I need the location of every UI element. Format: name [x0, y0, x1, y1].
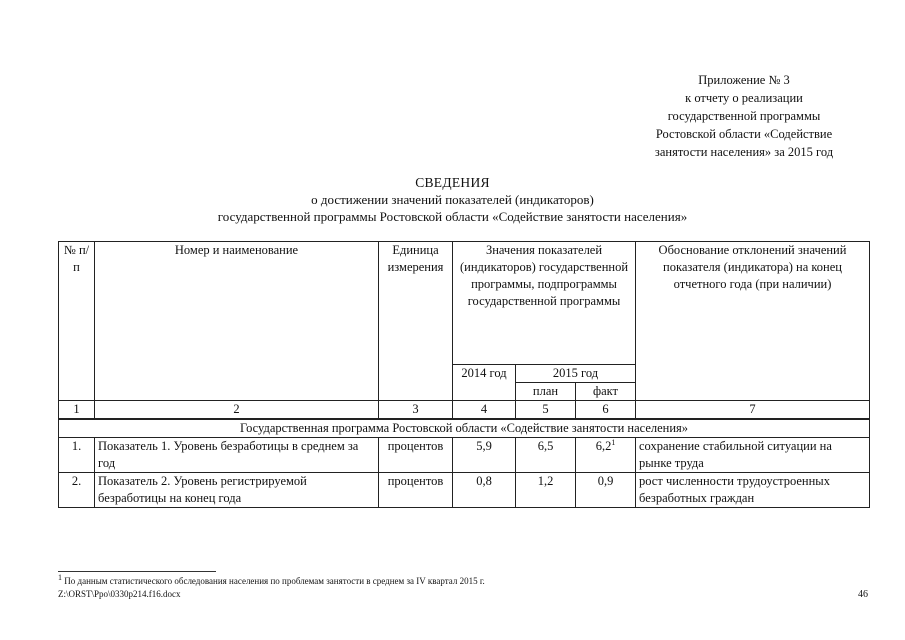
row-num: 1.	[59, 438, 95, 473]
heading-subtitle: государственной программы Ростовской области «Содействие занятости населения»	[217, 209, 688, 224]
row-fact	[576, 473, 636, 508]
row-fact-value: 6,2	[595, 439, 612, 453]
file-path: Z:\ORST\Ppo\0330p214.f16.docx	[58, 589, 181, 599]
row-plan: 1,2	[516, 473, 576, 508]
header-num: № п/п	[59, 242, 95, 401]
header-justification: Обоснование отклонений значений показателя (индикатора) на конец отчетного года (при наличии)	[636, 242, 870, 401]
page-number: 46	[858, 589, 868, 600]
header-plan: план	[516, 383, 576, 401]
col-number: 6	[576, 401, 636, 420]
row-name: Показатель 1. Уровень безработицы в среднем за год	[95, 438, 379, 473]
footnote-text: По данным статистического обследования населения по проблемам занятости в среднем за IV квартал 2015 г.	[64, 576, 485, 586]
row-2014: 0,8	[453, 473, 516, 508]
col-number: 3	[379, 401, 453, 420]
appendix-line: Приложение № 3	[698, 73, 790, 87]
row-justification: рост численности трудоустроенных безработных граждан	[636, 473, 870, 508]
row-unit: процентов	[379, 438, 453, 473]
footnote	[58, 573, 485, 587]
indicators-table	[58, 241, 870, 508]
appendix-block	[629, 71, 859, 161]
table-row	[59, 438, 870, 473]
col-number: 2	[95, 401, 379, 420]
row-fact	[576, 438, 636, 473]
col-number: 5	[516, 401, 576, 420]
heading-subtitle: о достижении значений показателей (индикаторов)	[311, 192, 594, 207]
footnote-mark: 1	[58, 573, 62, 582]
header-year-2014: 2014 год	[453, 365, 516, 401]
row-num: 2.	[59, 473, 95, 508]
header-fact: факт	[576, 383, 636, 401]
col-number: 7	[636, 401, 870, 420]
section-title: Государственная программа Ростовской области «Содействие занятости населения»	[59, 419, 870, 438]
footnote-divider	[58, 571, 216, 572]
row-2014: 5,9	[453, 438, 516, 473]
appendix-line: государственной программы	[667, 109, 821, 123]
row-unit: процентов	[379, 473, 453, 508]
header-year-2015: 2015 год	[516, 365, 636, 383]
row-justification: сохранение стабильной ситуации на рынке труда	[636, 438, 870, 473]
document-title: СВЕДЕНИЯ	[415, 175, 490, 190]
appendix-line: Ростовской области «Содействие	[655, 127, 833, 141]
appendix-line: к отчету о реализации	[685, 91, 803, 105]
section-row	[59, 419, 870, 438]
col-number: 1	[59, 401, 95, 420]
table-row	[59, 473, 870, 508]
header-values: Значения показателей (индикаторов) государственной программы, подпрограммы государственной программы	[453, 242, 636, 365]
appendix-line: занятости населения» за 2015 год	[654, 145, 834, 159]
header-unit: Единица измерения	[379, 242, 453, 401]
col-number: 4	[453, 401, 516, 420]
row-plan: 6,5	[516, 438, 576, 473]
row-name: Показатель 2. Уровень регистрируемой безработицы на конец года	[95, 473, 379, 508]
document-heading	[0, 174, 905, 225]
header-name: Номер и наименование	[95, 242, 379, 401]
footnote-ref: 1	[611, 437, 616, 447]
row-fact-value: 0,9	[597, 474, 614, 488]
column-number-row	[59, 401, 870, 420]
